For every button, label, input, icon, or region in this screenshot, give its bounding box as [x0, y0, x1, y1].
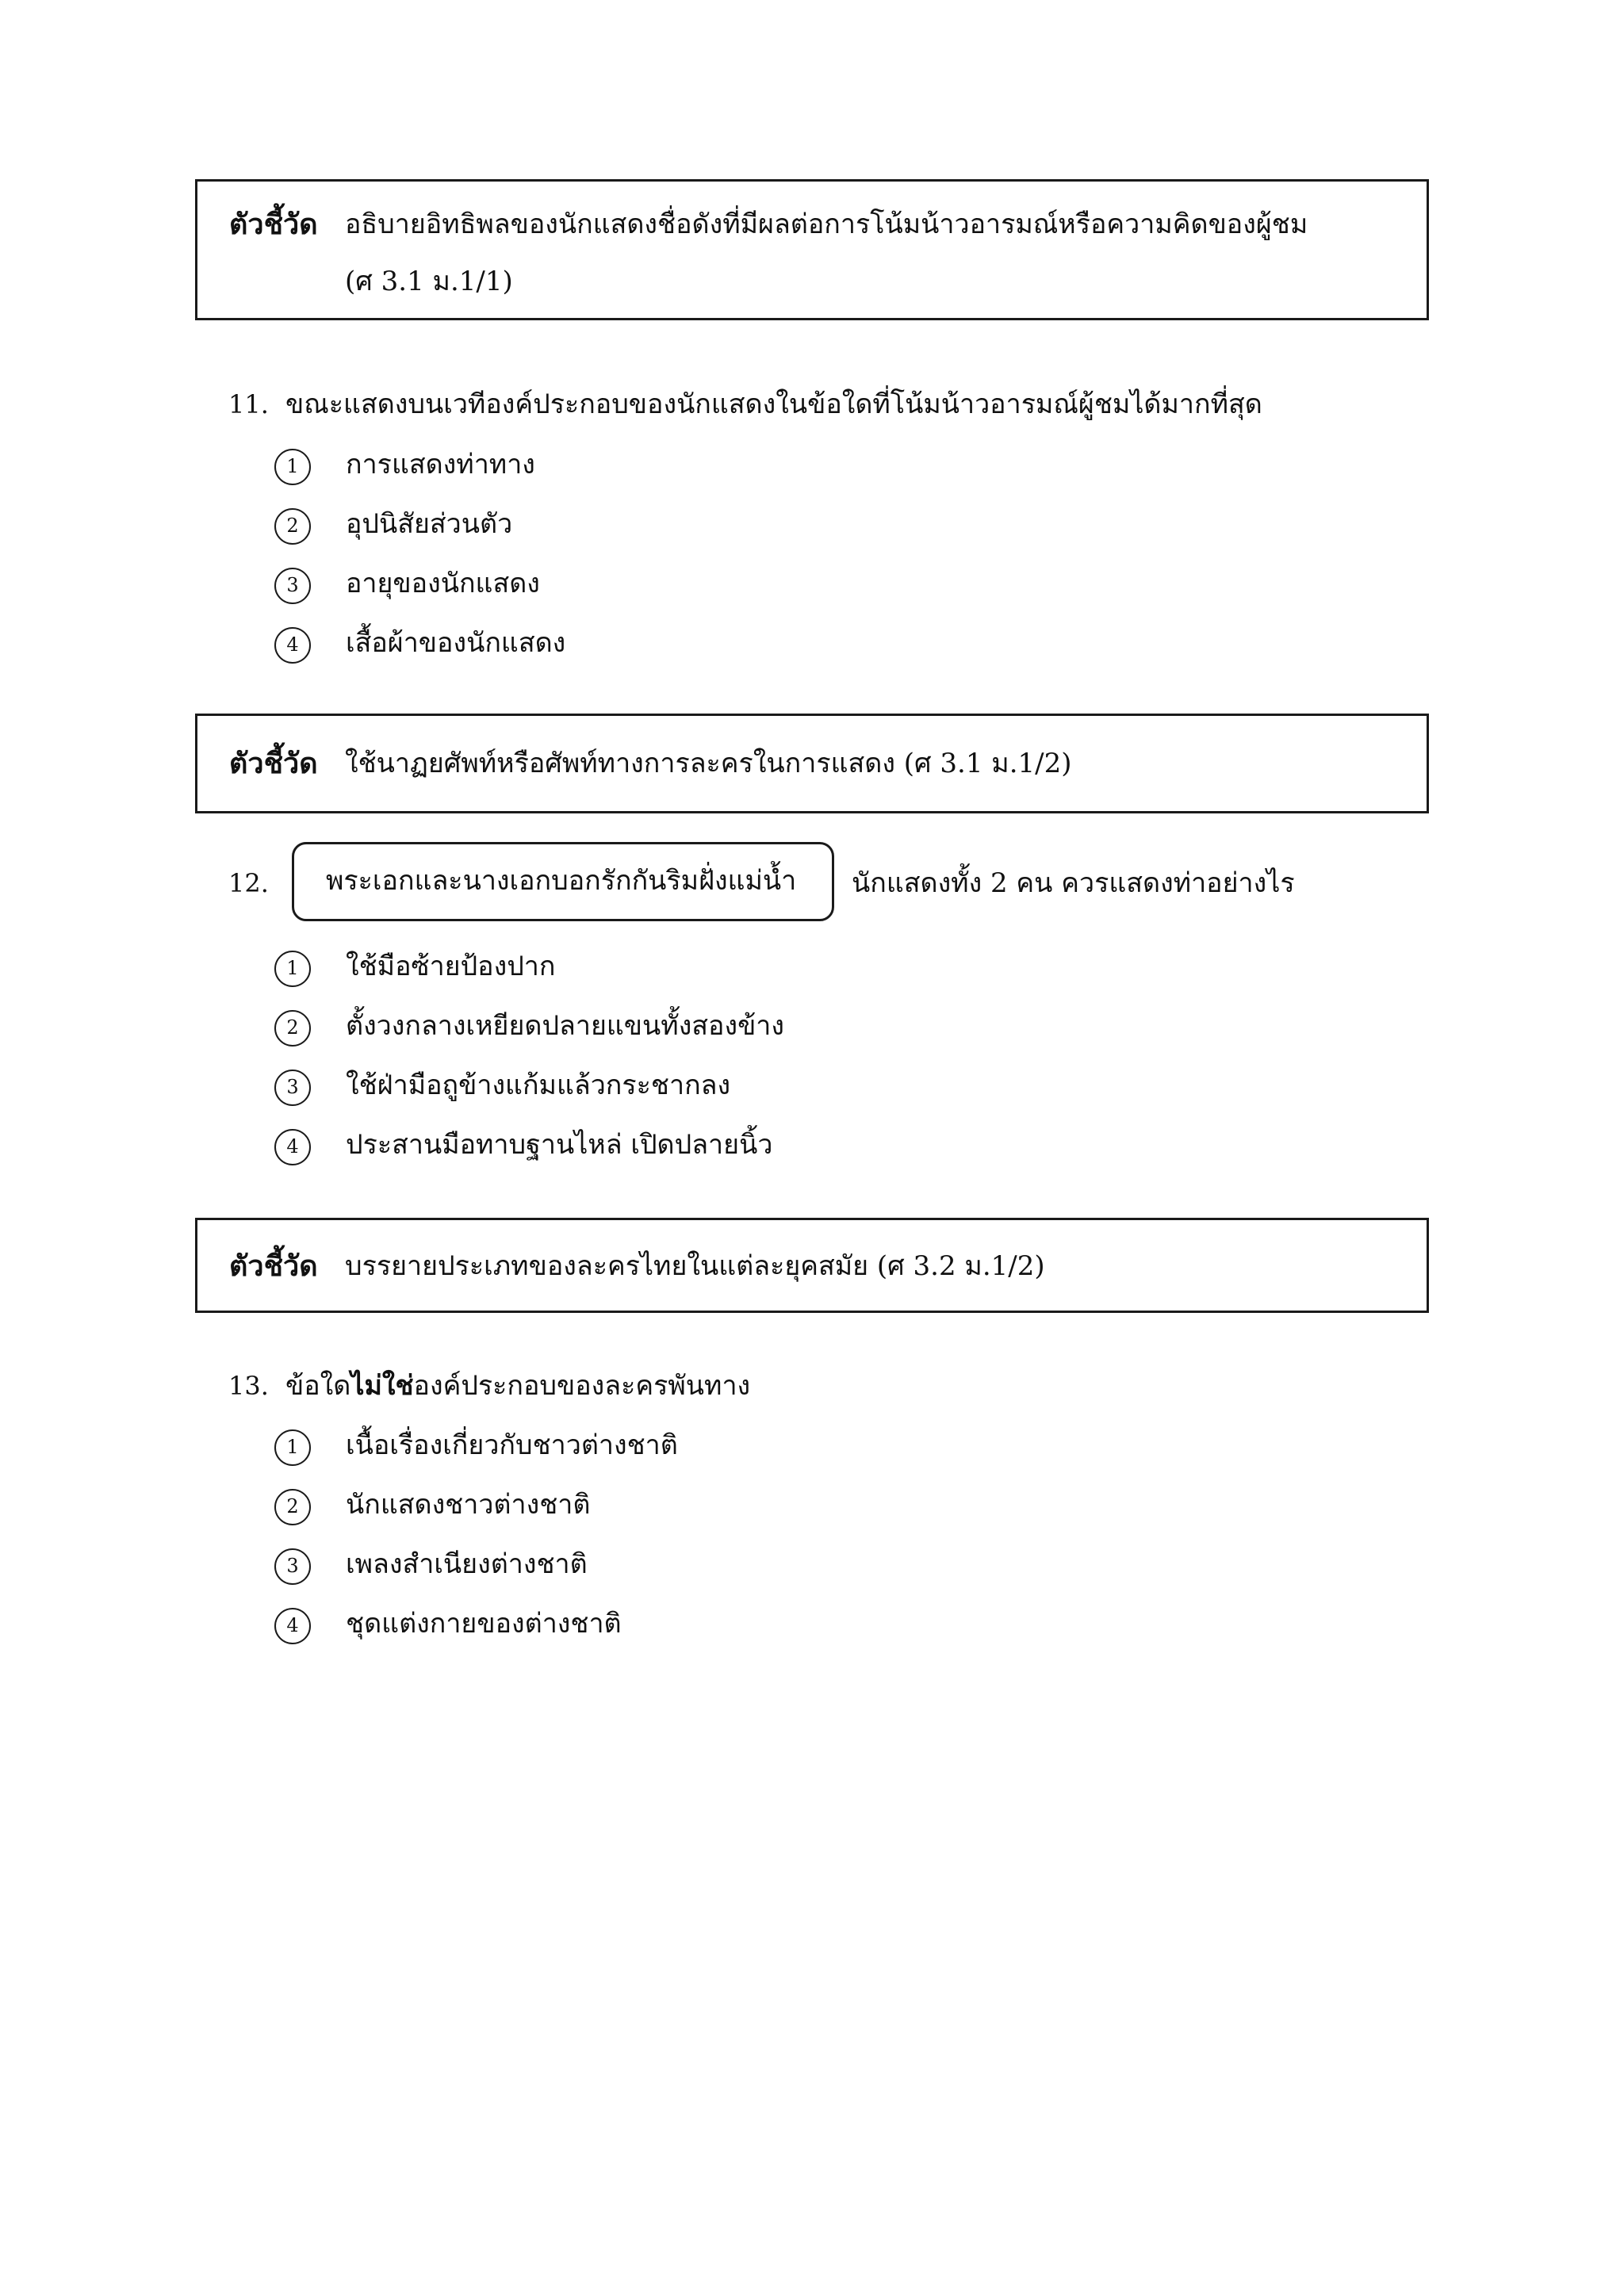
question-text: นักแสดงทั้ง 2 คน ควรแสดงท่าอย่างไร: [852, 867, 1295, 899]
choice-text: ใช้มือซ้ายป้องปาก: [346, 951, 556, 982]
indicator-box: [195, 179, 1429, 320]
choice-circle[interactable]: 1: [274, 951, 311, 987]
choice-text: ประสานมือทาบฐานไหล่ เปิดปลายนิ้ว: [346, 1129, 773, 1161]
question-text-emphasis: ไม่ใช่: [350, 1370, 414, 1402]
choice-circle[interactable]: 2: [274, 508, 311, 545]
indicator-text: บรรยายประเภทของละครไทยในแต่ละยุคสมัย (ศ 3.2 ม.1/2): [345, 1250, 1045, 1282]
choice-text: ชุดแต่งกายของต่างชาติ: [346, 1608, 622, 1640]
question-text-after: องค์ประกอบของละครพันทาง: [413, 1370, 751, 1402]
choice-circle[interactable]: 1: [274, 1429, 311, 1466]
choice-text: เนื้อเรื่องเกี่ยวกับชาวต่างชาติ: [346, 1429, 678, 1461]
choice-circle[interactable]: 4: [274, 627, 311, 664]
choice-circle[interactable]: 2: [274, 1489, 311, 1525]
choice-circle[interactable]: 3: [274, 1548, 311, 1585]
indicator-label: ตัวชี้วัด: [229, 208, 318, 241]
indicator-text: ใช้นาฏยศัพท์หรือศัพท์ทางการละครในการแสดง (ศ 3.1 ม.1/2): [345, 748, 1072, 779]
choice-circle[interactable]: 2: [274, 1010, 311, 1047]
question-number: 11.: [228, 389, 269, 419]
choice-text: เพลงสำเนียงต่างชาติ: [346, 1548, 588, 1580]
question-number: 12.: [228, 868, 269, 898]
scenario-text: พระเอกและนางเอกบอกรักกันริมฝั่งแม่น้ำ: [326, 865, 797, 897]
indicator-label: ตัวชี้วัด: [229, 747, 318, 780]
choice-circle[interactable]: 4: [274, 1608, 311, 1644]
choice-text: การแสดงท่าทาง: [346, 449, 535, 480]
indicator-text: อธิบายอิทธิพลของนักแสดงชื่อดังที่มีผลต่อการโน้มน้าวอารมณ์หรือความคิดของผู้ชม: [345, 209, 1308, 240]
choice-text: นักแสดงชาวต่างชาติ: [346, 1489, 591, 1521]
indicator-box: [195, 714, 1429, 813]
choice-circle[interactable]: 1: [274, 449, 311, 485]
choice-circle[interactable]: 3: [274, 568, 311, 604]
choice-text: อายุของนักแสดง: [346, 568, 540, 599]
choice-text: เสื้อผ้าของนักแสดง: [346, 627, 566, 659]
scenario-box: [292, 842, 834, 921]
choice-text: อุปนิสัยส่วนตัว: [346, 508, 513, 540]
indicator-label: ตัวชี้วัด: [229, 1249, 318, 1283]
question-text-before: ข้อใด: [285, 1370, 351, 1402]
choice-text: ตั้งวงกลางเหยียดปลายแขนทั้งสองข้าง: [346, 1010, 784, 1042]
question-text: ขณะแสดงบนเวทีองค์ประกอบของนักแสดงในข้อใดที่โน้มน้าวอารมณ์ผู้ชมได้มากที่สุด: [285, 388, 1262, 420]
choice-circle[interactable]: 4: [274, 1129, 311, 1165]
choice-circle[interactable]: 3: [274, 1070, 311, 1106]
question-text: [285, 1370, 750, 1402]
question-number: 13.: [228, 1371, 269, 1401]
indicator-code: (ศ 3.1 ม.1/1): [345, 266, 513, 297]
choice-text: ใช้ฝ่ามือถูข้างแก้มแล้วกระชากลง: [346, 1070, 731, 1101]
indicator-box: [195, 1218, 1429, 1313]
